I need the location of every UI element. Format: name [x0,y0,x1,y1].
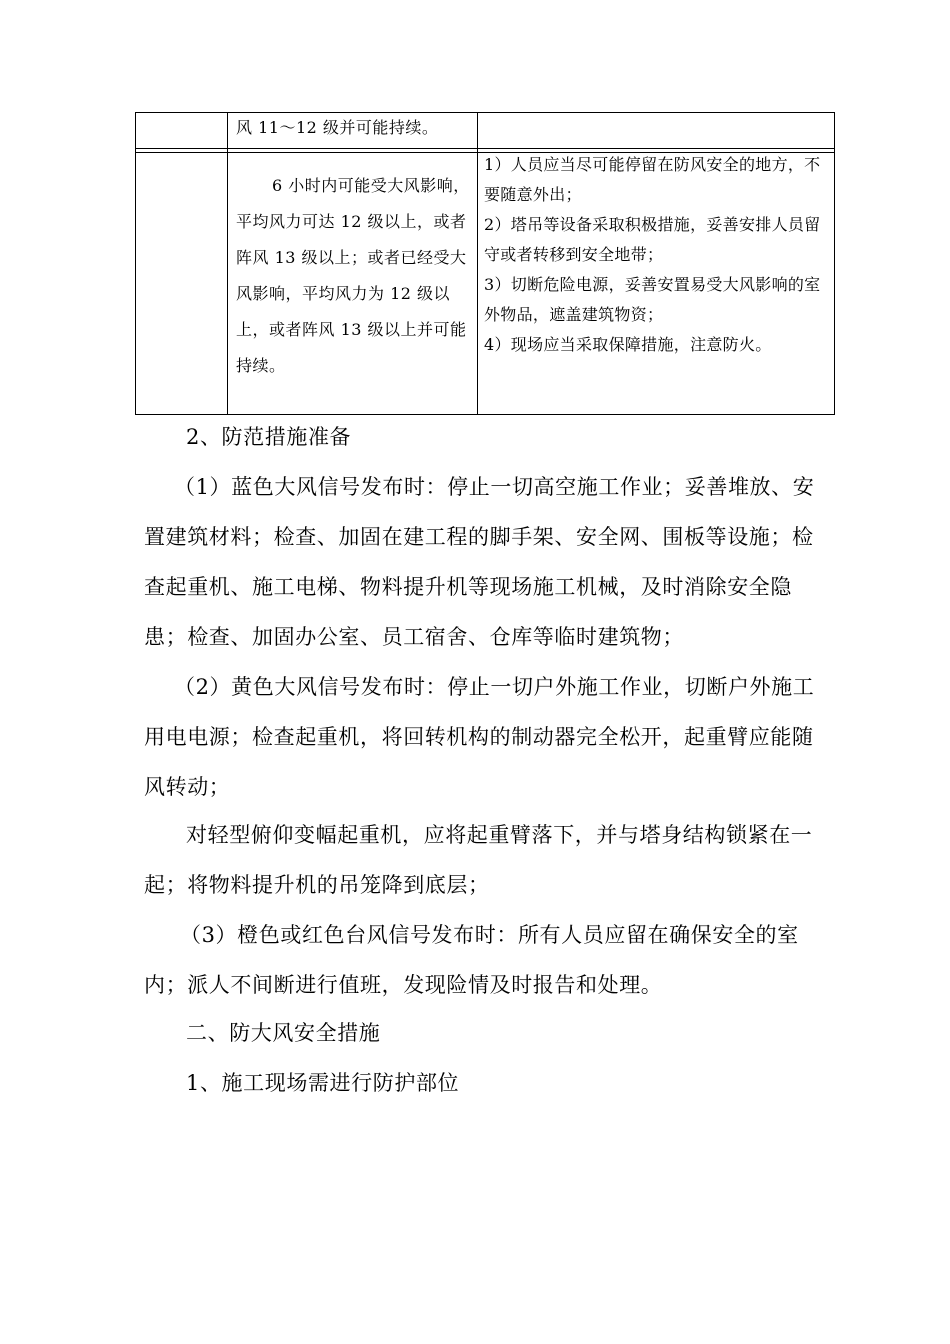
table-cell-row2-desc: 6 小时内可能受大风影响，平均风力可达 12 级以上，或者阵风 13 级以上；或者已经受大风影响，平均风力为 12 级以上，或者阵风 13 级以上并可能持续。 [236,176,470,375]
paragraph: （3）橙色或红色台风信号发布时：所有人员应留在确保安全的室内；派人不间断进行值班，发现险情及时报告和处理。 [144,923,799,997]
table-divider-1 [227,112,228,415]
table-cell-row1-desc: 风 11～12 级并可能持续。 [236,118,439,137]
list-item: 2）塔吊等设备采取积极措施，妥善安排人员留守或者转移到安全地带； [484,215,821,264]
section-heading: 2、防范措施准备 [186,425,352,449]
table-border-right [834,112,835,415]
table-border-top [135,112,835,113]
table-border-bottom [135,414,835,415]
table-row-divider [135,148,835,149]
table-border-left [135,112,136,415]
table-divider-2 [477,112,478,415]
list-item: 4）现场应当采取保障措施，注意防火。 [484,335,772,354]
subsection-heading: 1、施工现场需进行防护部位 [186,1071,460,1095]
table-cell-row2-measures [484,150,830,360]
list-item: 3）切断危险电源，妥善安置易受大风影响的室外物品，遮盖建筑物资； [484,275,821,324]
list-item: 1）人员应当尽可能停留在防风安全的地方，不要随意外出； [484,155,821,204]
paragraph: （1）蓝色大风信号发布时：停止一切高空施工作业；妥善堆放、安置建筑材料；检查、加固在建工程的脚手架、安全网、围板等设施；检查起重机、施工电梯、物料提升机等现场施工机械，及时消除安全隐患；检查、加固办公室、员工宿舍、仓库等临时建筑物； [144,475,815,649]
section-heading: 二、防大风安全措施 [186,1021,381,1045]
paragraph: 对轻型俯仰变幅起重机，应将起重臂落下，并与塔身结构锁紧在一起；将物料提升机的吊笼降到底层； [144,823,813,897]
paragraph: （2）黄色大风信号发布时：停止一切户外施工作业，切断户外施工用电电源；检查起重机，将回转机构的制动器完全松开，起重臂应能随风转动； [144,675,815,799]
